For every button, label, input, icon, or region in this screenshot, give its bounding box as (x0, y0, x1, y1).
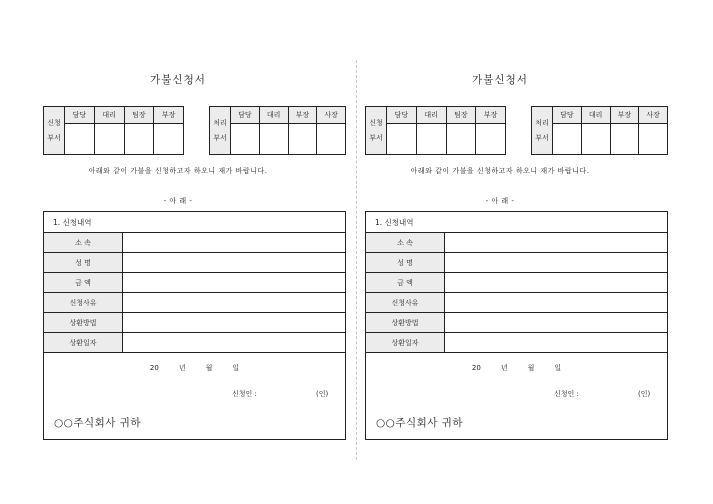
row-value-field[interactable] (445, 333, 668, 353)
row-label: 성 명 (44, 253, 123, 273)
signature-cell[interactable] (553, 124, 582, 155)
signature-cell[interactable] (416, 124, 446, 155)
row-value-field[interactable] (445, 273, 668, 293)
approval-side-label: 신청 부서 (366, 107, 387, 155)
note-heading: - 아 래 - (485, 197, 515, 205)
approval-header: 부장 (610, 107, 639, 124)
table-row (44, 293, 345, 313)
table-row (366, 253, 667, 273)
signature-cell[interactable] (124, 124, 154, 155)
table-row (44, 313, 345, 333)
row-label: 신청사유 (366, 293, 445, 313)
signature-cell[interactable] (476, 124, 506, 155)
approval-header: 대리 (416, 107, 446, 124)
approval-header: 부장 (154, 107, 184, 124)
approval-header: 담당 (65, 107, 95, 124)
approval-header: 팀장 (124, 107, 154, 124)
row-label: 신청사유 (44, 293, 123, 313)
table-row (366, 333, 667, 353)
table-row (366, 293, 667, 313)
approval-header: 담당 (231, 107, 260, 124)
row-label: 상환방법 (366, 313, 445, 333)
row-value-field[interactable] (123, 253, 346, 273)
approval-side-label: 처리 부서 (210, 107, 231, 155)
approval-header: 팀장 (446, 107, 476, 124)
signature-cell[interactable] (231, 124, 260, 155)
signature-cell[interactable] (65, 124, 95, 155)
row-value-field[interactable] (123, 313, 346, 333)
row-value-field[interactable] (123, 333, 346, 353)
table-row (44, 273, 345, 293)
signature-cell[interactable] (387, 124, 417, 155)
row-value-field[interactable] (445, 313, 668, 333)
approval-header: 대리 (581, 107, 610, 124)
signature-cell[interactable] (581, 124, 610, 155)
approval-side-label: 신청 부서 (44, 107, 65, 155)
approval-header: 담당 (387, 107, 417, 124)
approval-header: 대리 (259, 107, 288, 124)
table-row (44, 253, 345, 273)
applicant-approval-table (365, 106, 506, 155)
row-value-field[interactable] (445, 293, 668, 313)
approval-header: 대리 (94, 107, 124, 124)
intro-text: 아래와 같이 가불을 신청하고자 하오니 재가 바랍니다. (410, 167, 590, 175)
row-label: 금 액 (44, 273, 123, 293)
form-title: 가불신청서 (150, 74, 206, 86)
company-addressee: ○○주식회사 귀하 (376, 417, 464, 429)
date-line: 20 년 월 일 (471, 364, 562, 372)
form-left (0, 0, 356, 504)
row-value-field[interactable] (123, 273, 346, 293)
row-label: 상환일자 (366, 333, 445, 353)
request-details-box (365, 211, 668, 440)
row-value-field[interactable] (123, 293, 346, 313)
row-value-field[interactable] (445, 253, 668, 273)
table-row (366, 273, 667, 293)
seal-label: (인) (316, 390, 329, 398)
signature-cell[interactable] (610, 124, 639, 155)
request-details-box (43, 211, 346, 440)
signature-cell[interactable] (446, 124, 476, 155)
form-right (322, 0, 678, 504)
row-label: 금 액 (366, 273, 445, 293)
signature-cell[interactable] (288, 124, 317, 155)
signature-cell[interactable] (639, 124, 668, 155)
approval-header: 사장 (639, 107, 668, 124)
details-table (44, 232, 345, 353)
approval-header: 사장 (317, 107, 346, 124)
row-label: 상환방법 (44, 313, 123, 333)
intro-text: 아래와 같이 가불을 신청하고자 하오니 재가 바랍니다. (88, 167, 268, 175)
applicant-approval-table (43, 106, 184, 155)
table-row (366, 233, 667, 253)
signature-cell[interactable] (94, 124, 124, 155)
row-label: 소 속 (366, 233, 445, 253)
row-value-field[interactable] (445, 233, 668, 253)
processing-approval-table (531, 106, 668, 155)
seal-label: (인) (638, 390, 651, 398)
section-title: 1. 신청내역 (53, 218, 92, 227)
approval-header: 부장 (476, 107, 506, 124)
date-line: 20 년 월 일 (149, 364, 240, 372)
row-label: 성 명 (366, 253, 445, 273)
table-row (366, 313, 667, 333)
details-table (366, 232, 667, 353)
signature-cell[interactable] (154, 124, 184, 155)
note-heading: - 아 래 - (163, 197, 193, 205)
applicant-label: 신청인 : (554, 390, 579, 398)
company-addressee: ○○주식회사 귀하 (54, 417, 142, 429)
approval-side-label: 처리 부서 (532, 107, 553, 155)
row-label: 상환일자 (44, 333, 123, 353)
applicant-label: 신청인 : (232, 390, 257, 398)
approval-header: 부장 (288, 107, 317, 124)
section-title: 1. 신청내역 (375, 218, 414, 227)
row-label: 소 속 (44, 233, 123, 253)
form-title: 가불신청서 (472, 74, 528, 86)
signature-cell[interactable] (259, 124, 288, 155)
approval-header: 담당 (553, 107, 582, 124)
table-row (44, 333, 345, 353)
table-row (44, 233, 345, 253)
row-value-field[interactable] (123, 233, 346, 253)
